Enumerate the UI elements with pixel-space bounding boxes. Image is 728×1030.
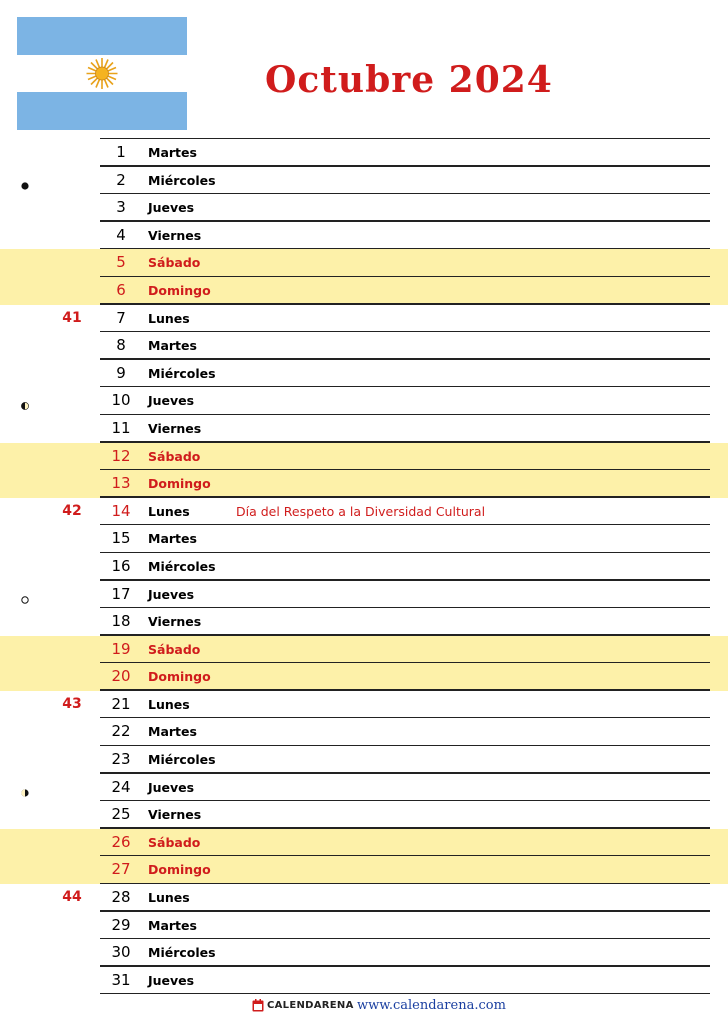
day-row [0,912,728,940]
day-number: 27 [111,860,131,879]
weekday-name: Jueves [148,586,195,602]
day-list [0,139,728,994]
weekday-name: Jueves [148,200,195,216]
weekday-name: Lunes [148,310,190,326]
footer-brand: CALENDARENA [267,1000,354,1011]
weekday-name: Domingo [148,669,211,685]
weekday-name: Domingo [148,862,211,878]
footer [0,996,728,1018]
weekday-name: Domingo [148,476,211,492]
weekend-day-row [0,443,728,471]
weekend-day-row [0,829,728,857]
weekday-name: Miércoles [148,558,216,574]
day-number: 25 [111,805,131,824]
day-number: 9 [116,363,126,382]
weekday-name: Lunes [148,696,190,712]
argentina-flag [17,17,187,130]
weekday-name: Martes [148,338,197,354]
week-number: 42 [62,502,82,519]
day-row [0,939,728,967]
row-divider [100,993,710,994]
week-number: 41 [62,309,82,326]
day-number: 6 [116,280,126,299]
day-row [0,581,728,609]
weekend-day-row [0,277,728,305]
day-row [0,525,728,553]
weekday-name: Sábado [148,255,201,271]
day-number: 2 [116,170,126,189]
weekend-day-row [0,470,728,498]
day-number: 14 [111,501,131,520]
new-moon-icon [20,176,30,186]
weekday-name: Jueves [148,972,195,988]
weekday-name: Sábado [148,834,201,850]
day-number: 15 [111,529,131,548]
day-number: 16 [111,556,131,575]
weekday-name: Jueves [148,779,195,795]
weekday-name: Viernes [148,227,202,243]
day-number: 21 [111,694,131,713]
day-number: 20 [111,667,131,686]
day-number: 31 [111,970,131,989]
day-number: 7 [116,308,126,327]
weekday-name: Martes [148,917,197,933]
day-row [0,718,728,746]
day-row [0,691,728,719]
day-row [0,139,728,167]
weekday-name: Miércoles [148,945,216,961]
page-title: Octubre 2024 [265,59,553,101]
day-row [0,194,728,222]
day-number: 22 [111,722,131,741]
weekday-name: Lunes [148,503,190,519]
day-number: 1 [116,143,126,161]
day-row [0,387,728,415]
day-row [0,415,728,443]
weekend-day-row [0,636,728,664]
weekday-name: Jueves [148,393,195,409]
day-number: 10 [111,391,131,410]
day-number: 26 [111,832,131,851]
day-number: 18 [111,612,131,631]
day-row [0,498,728,526]
day-number: 23 [111,750,131,769]
day-row [0,305,728,333]
day-number: 24 [111,777,131,796]
day-number: 12 [111,446,131,465]
weekday-name: Viernes [148,614,202,630]
day-number: 29 [111,915,131,934]
week-number: 43 [62,695,82,712]
day-row [0,167,728,195]
day-number: 19 [111,639,131,658]
day-row [0,884,728,912]
day-row [0,801,728,829]
weekday-name: Martes [148,531,197,547]
day-number: 8 [116,336,126,355]
weekday-name: Domingo [148,282,211,298]
weekday-name: Miércoles [148,752,216,768]
weekday-name: Martes [148,724,197,740]
weekday-name: Martes [148,145,197,160]
day-row [0,746,728,774]
calendar-icon [252,999,264,1012]
day-row [0,360,728,388]
day-number: 4 [116,225,126,244]
day-number: 11 [111,418,131,437]
weekday-name: Miércoles [148,172,216,188]
weekday-name: Lunes [148,890,190,906]
last-quarter-moon-icon [20,783,30,793]
day-number: 3 [116,198,126,217]
weekend-day-row [0,663,728,691]
day-row [0,774,728,802]
day-row [0,222,728,250]
day-row [0,553,728,581]
first-quarter-moon-icon [20,396,30,406]
day-number: 17 [111,584,131,603]
day-row [0,608,728,636]
day-number: 13 [111,474,131,493]
day-number: 5 [116,253,126,272]
day-number: 30 [111,943,131,962]
day-row [0,332,728,360]
weekday-name: Viernes [148,807,202,823]
weekday-name: Sábado [148,448,201,464]
weekday-name: Miércoles [148,365,216,381]
day-number: 28 [111,888,131,907]
weekend-day-row [0,856,728,884]
weekday-name: Sábado [148,641,201,657]
sun-of-may-icon [87,58,118,89]
holiday-note: Día del Respeto a la Diversidad Cultural [236,503,486,519]
week-number: 44 [62,889,82,906]
weekday-name: Viernes [148,420,202,436]
day-row [0,967,728,995]
footer-link[interactable]: www.calendarena.com [357,998,506,1013]
weekend-day-row [0,249,728,277]
full-moon-icon [20,590,30,600]
